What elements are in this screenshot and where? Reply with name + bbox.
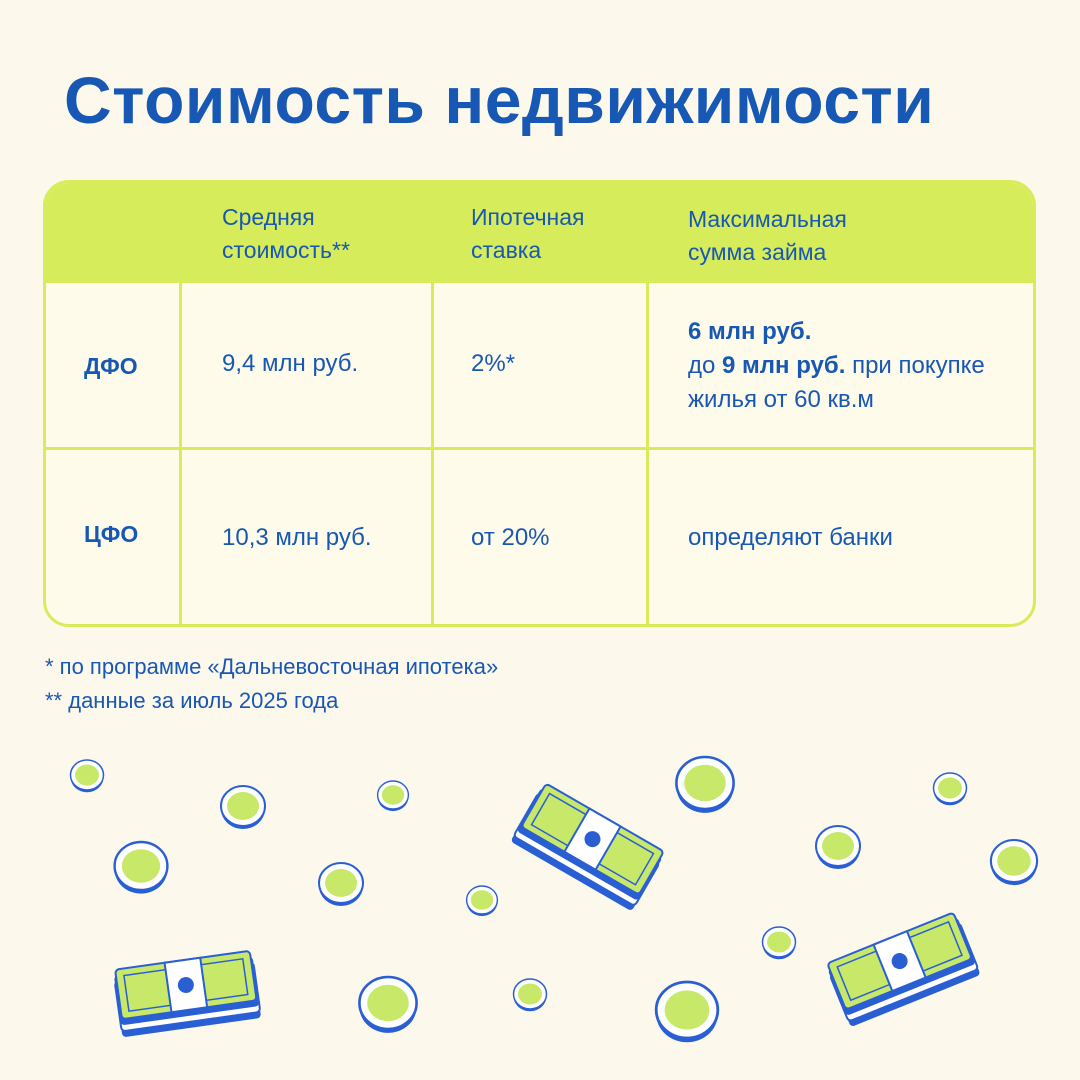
coin-icon (221, 786, 265, 829)
column-divider (179, 183, 182, 624)
falling-money-icon (0, 740, 1080, 1080)
money-stack-icon (510, 782, 665, 911)
money-stack-icon (113, 951, 261, 1038)
coin-icon (378, 781, 409, 811)
coin-icon (816, 826, 860, 869)
cell-rate-dfo: 2%* (471, 350, 516, 377)
cell-max-loan-cfo: определяют банки (688, 524, 893, 551)
coin-icon (71, 760, 104, 792)
header-average-cost: Средняя стоимость** (222, 204, 350, 263)
coin-icon (676, 757, 733, 813)
money-stack-icon (825, 912, 980, 1027)
row-divider (46, 447, 1033, 450)
cell-rate-cfo: от 20% (471, 524, 550, 551)
coin-icon (467, 886, 498, 916)
footnote: ** данные за июль 2025 года (45, 688, 339, 713)
header-max-loan: Максимальная сумма займа (688, 206, 847, 265)
coin-icon (319, 863, 363, 906)
column-divider (646, 183, 649, 624)
coin-icon (656, 982, 718, 1042)
header-mortgage-rate: Ипотечная ставка (471, 204, 585, 263)
coin-icon (115, 842, 168, 894)
footnote: * по программе «Дальневосточная ипотека» (45, 654, 499, 679)
coin-icon (514, 979, 547, 1011)
footnotes (45, 650, 498, 718)
coin-icon (934, 773, 967, 805)
coin-icon (359, 977, 416, 1033)
coin-icon (991, 840, 1037, 885)
column-divider (431, 183, 434, 624)
real-estate-table (43, 180, 1036, 627)
row-label-cfo: ЦФО (84, 521, 139, 547)
cell-avg-cost-dfo: 9,4 млн руб. (222, 350, 359, 377)
cell-max-loan-dfo: 6 млн руб. до 9 млн руб. при покупке жилья от 60 кв.м (688, 318, 985, 413)
cell-avg-cost-cfo: 10,3 млн руб. (222, 524, 372, 551)
coin-icon (763, 927, 796, 959)
page-title: Стоимость недвижимости (64, 63, 935, 137)
row-label-dfo: ДФО (84, 353, 138, 379)
